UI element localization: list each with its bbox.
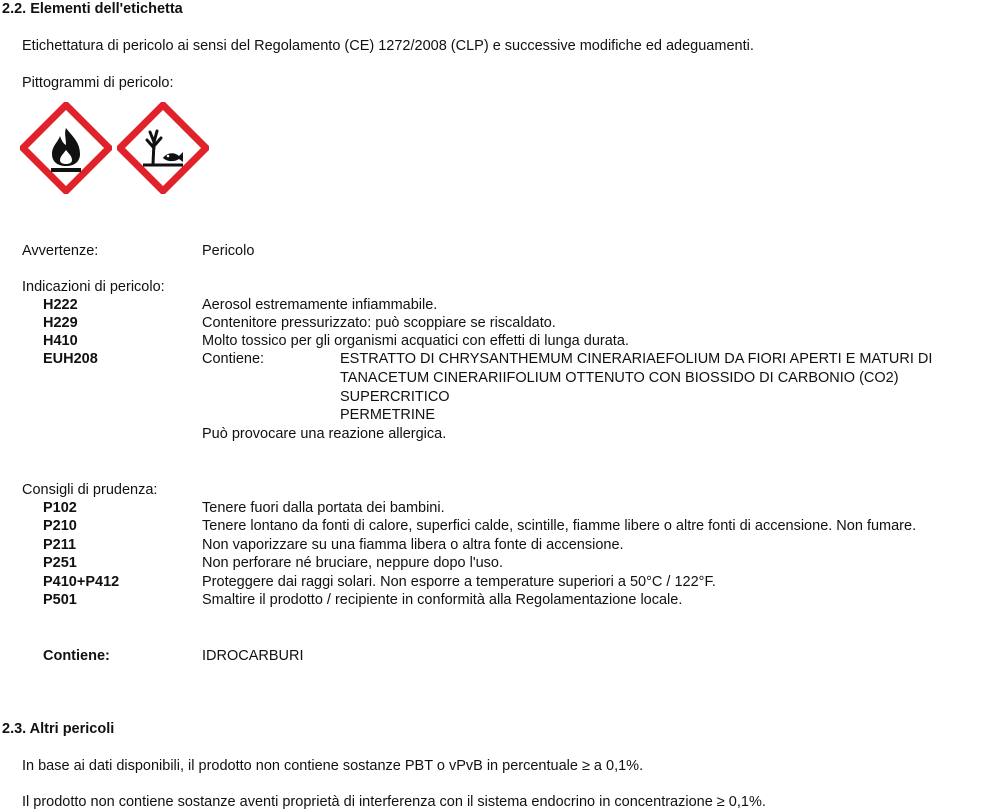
- euh208-substance-line: TANACETUM CINERARIIFOLIUM OTTENUTO CON BIOSSIDO DI CARBONIO (CO2): [340, 370, 899, 386]
- signal-word-label: Avvertenze:: [22, 243, 99, 259]
- precaution-code: P211: [43, 537, 77, 553]
- section-2-3-title: 2.3. Altri pericoli: [2, 721, 115, 737]
- other-hazards-line: In base ai dati disponibili, il prodotto non contiene sostanze PBT o vPvB in percentuale ≥ a 0,1%.: [22, 758, 644, 774]
- contains-label: Contiene:: [43, 648, 110, 664]
- hazard-text: Contenitore pressurizzato: può scoppiare se riscaldato.: [202, 315, 556, 331]
- hazard-text: Contiene:: [202, 351, 265, 367]
- precaution-text: Tenere lontano da fonti di calore, superfici calde, scintille, fiamme libere o altre fonti di accensione. Non fumare.: [202, 518, 917, 534]
- labelling-intro: Etichettatura di pericolo ai sensi del Regolamento (CE) 1272/2008 (CLP) e successive modifiche ed adeguamenti.: [22, 38, 754, 54]
- hazard-statements-label: Indicazioni di pericolo:: [22, 279, 165, 295]
- environment-ghs09-icon: [117, 102, 209, 194]
- euh208-substance-line: ESTRATTO DI CHRYSANTHEMUM CINERARIAEFOLIUM DA FIORI APERTI E MATURI DI: [340, 351, 933, 367]
- precaution-text: Smaltire il prodotto / recipiente in conformità alla Regolamentazione locale.: [202, 592, 683, 608]
- hazard-code: H222: [43, 297, 78, 313]
- precautionary-statements-label: Consigli di prudenza:: [22, 482, 158, 498]
- hazard-code: EUH208: [43, 351, 98, 367]
- precaution-text: Proteggere dai raggi solari. Non esporre a temperature superiori a 50°C / 122°F.: [202, 574, 716, 590]
- precaution-code: P251: [43, 555, 77, 571]
- hazard-text: Molto tossico per gli organismi acquatici con effetti di lunga durata.: [202, 333, 629, 349]
- precaution-code: P210: [43, 518, 77, 534]
- section-2-2-title: 2.2. Elementi dell'etichetta: [2, 1, 183, 17]
- hazard-code: H410: [43, 333, 78, 349]
- pictograms-label: Pittogrammi di pericolo:: [22, 75, 174, 91]
- euh208-note: Può provocare una reazione allergica.: [202, 426, 447, 442]
- flame-ghs02-icon: [20, 102, 112, 194]
- hazard-code: H229: [43, 315, 78, 331]
- euh208-substance-line: SUPERCRITICO: [340, 389, 450, 405]
- precaution-code: P102: [43, 500, 77, 516]
- contains-value: IDROCARBURI: [202, 648, 304, 664]
- precaution-code: P410+P412: [43, 574, 120, 590]
- signal-word-value: Pericolo: [202, 243, 255, 259]
- precaution-text: Non vaporizzare su una fiamma libera o altra fonte di accensione.: [202, 537, 624, 553]
- hazard-text: Aerosol estremamente infiammabile.: [202, 297, 438, 313]
- precaution-text: Non perforare né bruciare, neppure dopo l'uso.: [202, 555, 504, 571]
- precaution-code: P501: [43, 592, 77, 608]
- euh208-substance-line: PERMETRINE: [340, 407, 436, 423]
- other-hazards-line: Il prodotto non contiene sostanze aventi proprietà di interferenza con il sistema endocrino in concentrazione ≥ 0,1%.: [22, 794, 766, 810]
- precaution-text: Tenere fuori dalla portata dei bambini.: [202, 500, 445, 516]
